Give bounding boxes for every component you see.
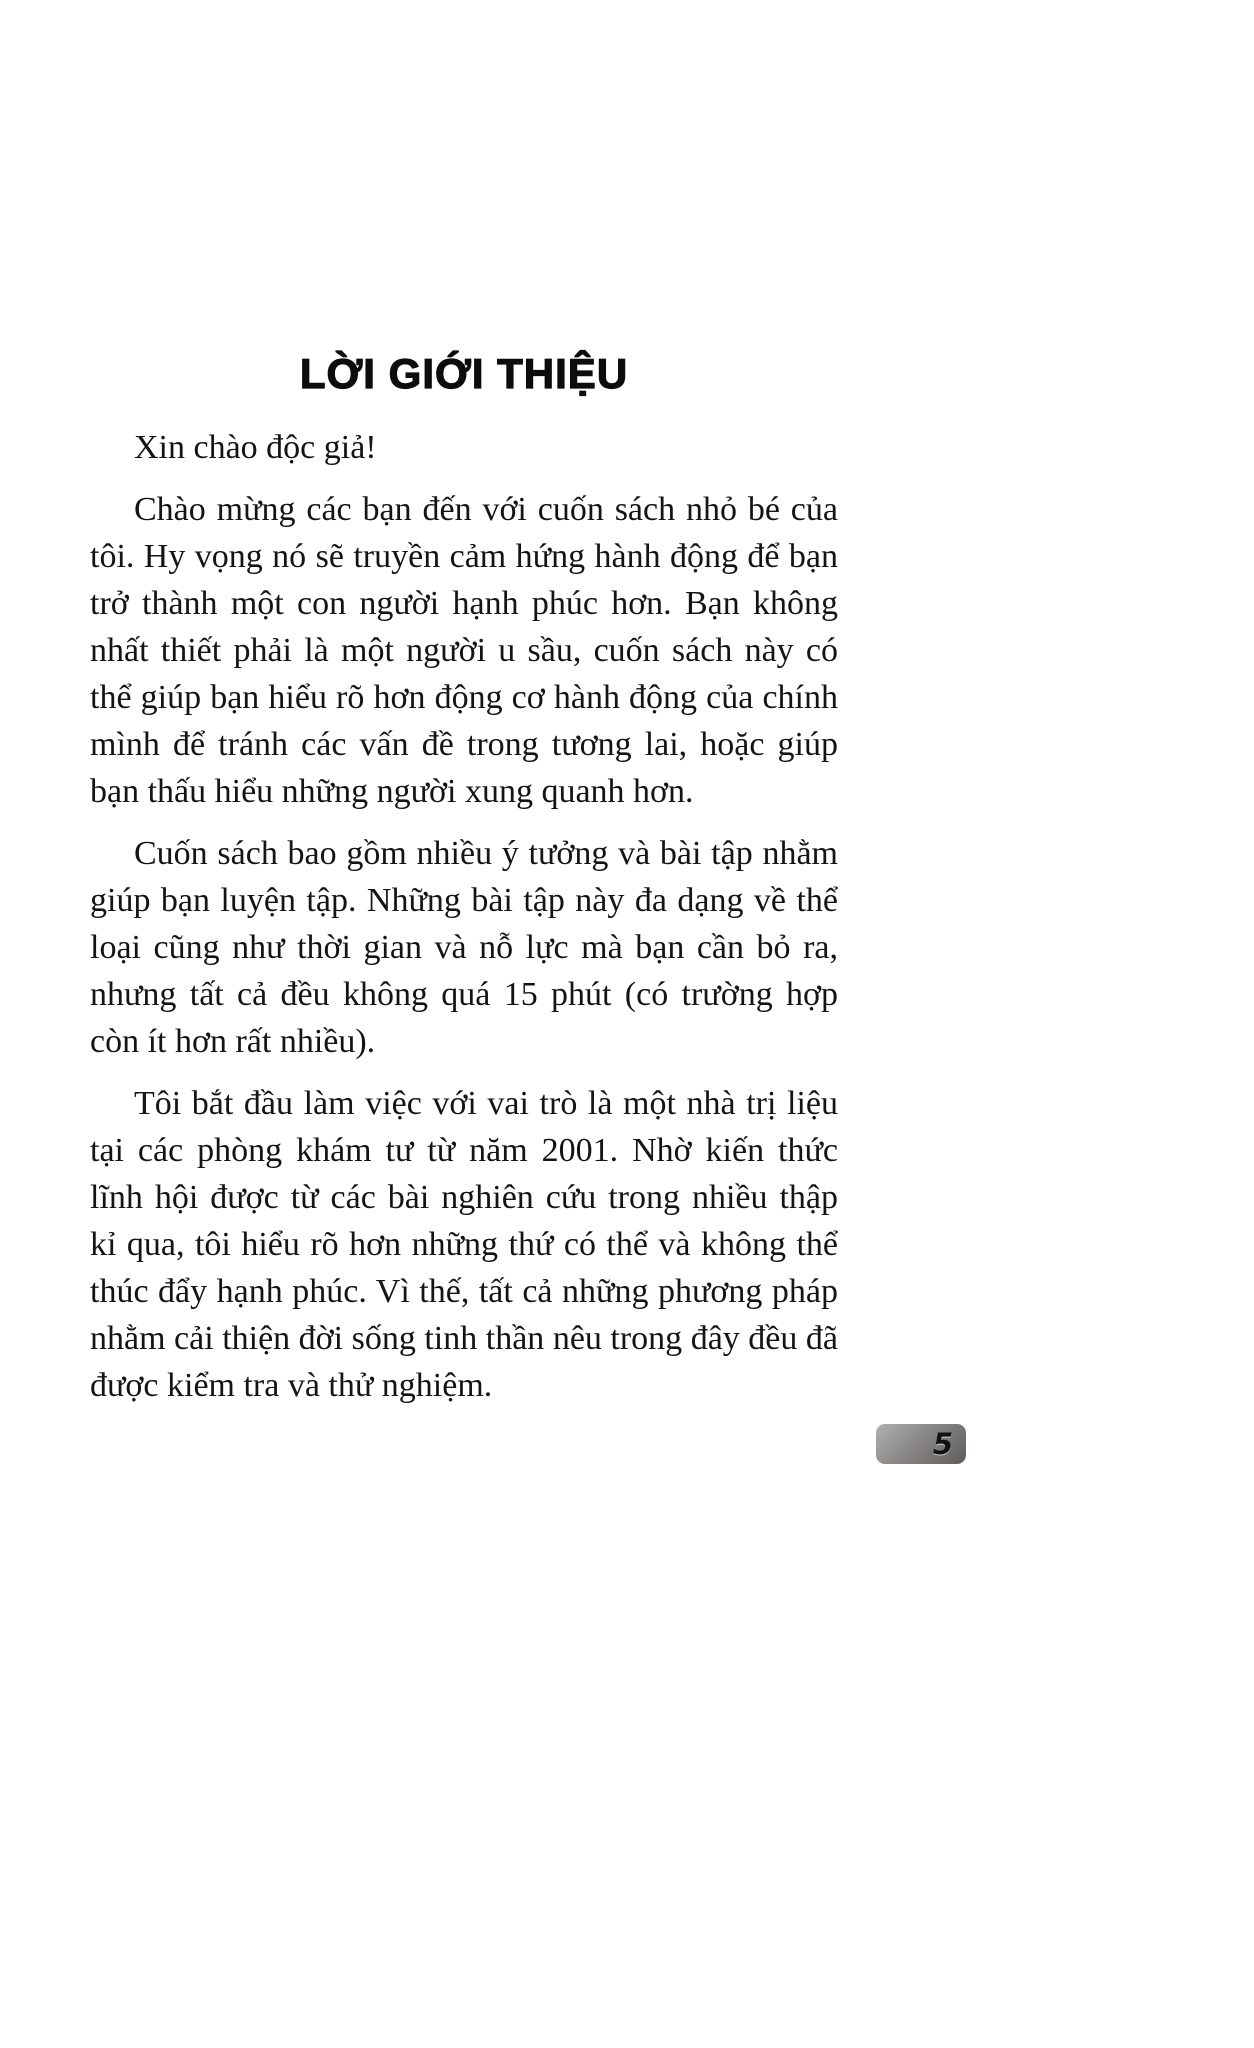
greeting-paragraph: Xin chào độc giả! bbox=[134, 429, 377, 466]
intro-paragraph-1: Chào mừng các bạn đến với cuốn sách nhỏ bé của tôi. Hy vọng nó sẽ truyền cảm hứng hành động để bạn trở thành một con người hạnh phúc hơn. Bạn không nhất thiết phải là một người u sầu, cuốn sách này có thể giúp bạn hiểu rõ hơn động cơ hành động của chính mình để tránh các vấn đề trong tương lai, hoặc giúp bạn thấu hiểu những người xung quanh hơn. bbox=[90, 491, 838, 810]
page-content bbox=[90, 350, 838, 1424]
page-number: 5 bbox=[932, 1427, 953, 1461]
chapter-title: LỜI GIỚI THIỆU bbox=[299, 350, 629, 397]
page-number-badge bbox=[876, 1424, 966, 1464]
intro-paragraph-3: Tôi bắt đầu làm việc với vai trò là một nhà trị liệu tại các phòng khám tư từ năm 2001. Nhờ kiến thức lĩnh hội được từ các bài nghiên cứu trong nhiều thập kỉ qua, tôi hiểu rõ hơn những thứ có thể và không thể thúc đẩy hạnh phúc. Vì thế, tất cả những phương pháp nhằm cải thiện đời sống tinh thần nêu trong đây đều đã được kiểm tra và thử nghiệm. bbox=[90, 1085, 838, 1404]
intro-paragraph-2: Cuốn sách bao gồm nhiều ý tưởng và bài tập nhằm giúp bạn luyện tập. Những bài tập này đa dạng về thể loại cũng như thời gian và nỗ lực mà bạn cần bỏ ra, nhưng tất cả đều không quá 15 phút (có trường hợp còn ít hơn rất nhiều). bbox=[90, 835, 838, 1060]
